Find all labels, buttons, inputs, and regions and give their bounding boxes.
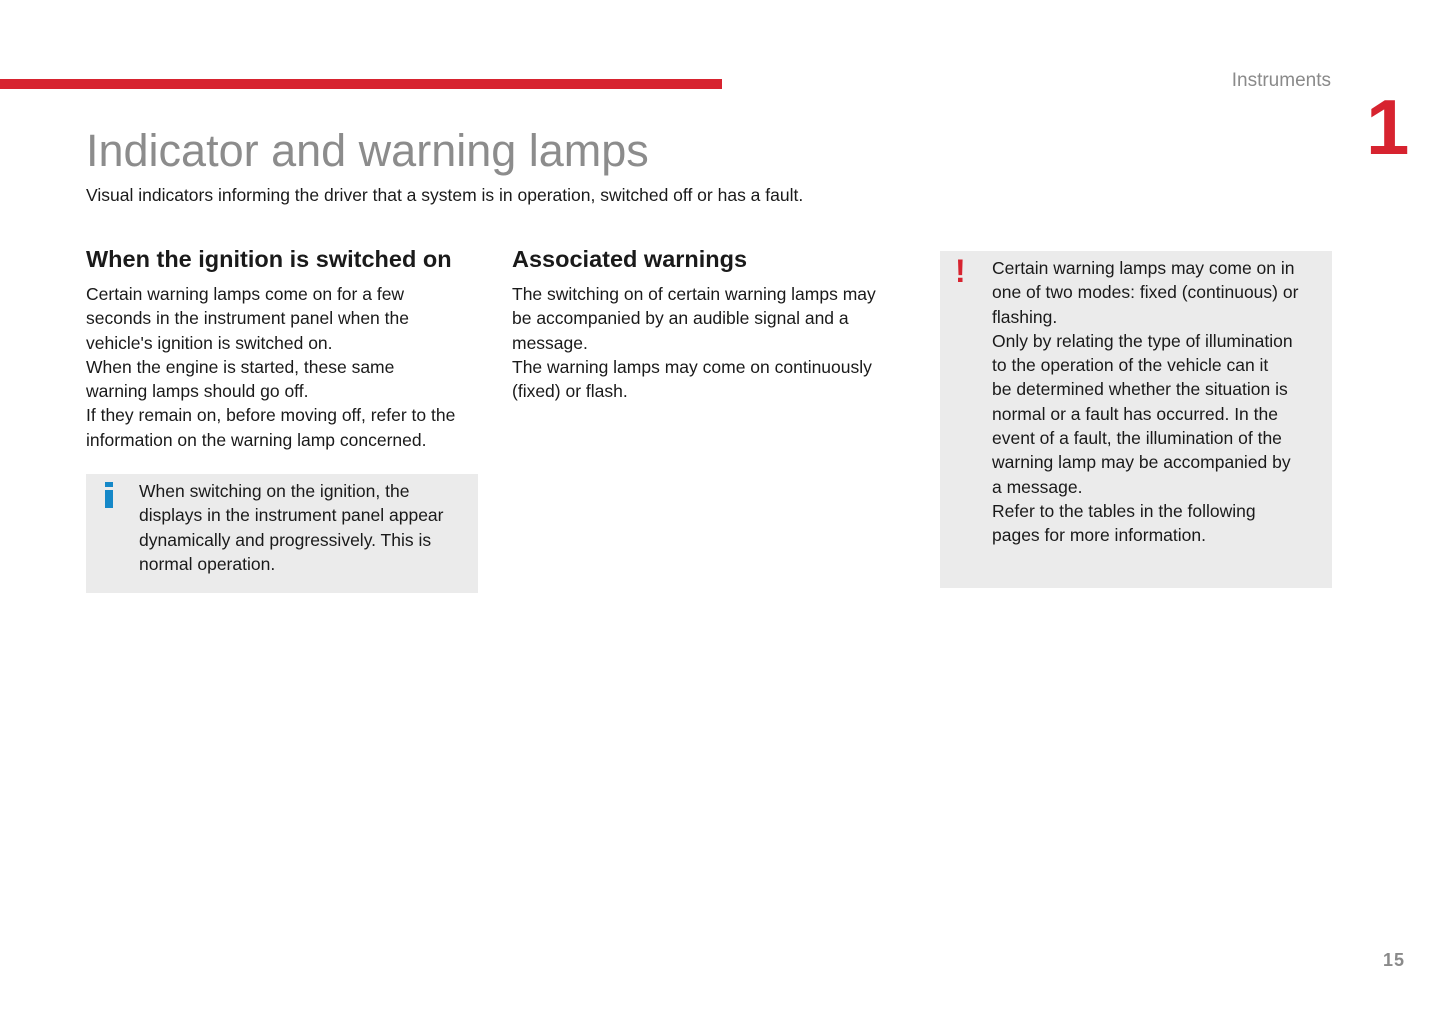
ignition-heading: When the ignition is switched on [86, 246, 452, 272]
text-line: information on the warning lamp concerned. [86, 429, 427, 450]
info-icon [105, 482, 113, 508]
chapter-number: 1 [1366, 83, 1410, 171]
text-line: Certain warning lamps may come on in [992, 258, 1295, 278]
page-title: Indicator and warning lamps [86, 125, 649, 176]
text-line: warning lamps should go off. [86, 381, 309, 402]
text-line: Certain warning lamps come on for a few [86, 284, 405, 304]
header-accent-bar [0, 79, 722, 89]
ignition-text [86, 282, 455, 452]
exclamation-icon: ! [955, 253, 966, 289]
text-line: The warning lamps may come on continuously [512, 356, 872, 377]
text-line: Only by relating the type of illumination [992, 330, 1293, 351]
text-line: When switching on the ignition, the [139, 481, 410, 501]
text-line: When the engine is started, these same [86, 356, 395, 377]
text-line: a message. [992, 476, 1083, 497]
text-line: warning lamp may be accompanied by [992, 452, 1291, 473]
section-label: Instruments [1231, 70, 1331, 91]
text-line: be determined whether the situation is [992, 379, 1288, 400]
associated-text [512, 282, 876, 403]
text-line: Refer to the tables in the following [992, 500, 1256, 521]
text-line: one of two modes: fixed (continuous) or [992, 282, 1299, 303]
text-line: displays in the instrument panel appear [139, 505, 444, 526]
text-line: seconds in the instrument panel when the [86, 308, 409, 329]
text-line: vehicle's ignition is switched on. [86, 332, 333, 353]
associated-heading: Associated warnings [512, 246, 748, 272]
text-line: (fixed) or flash. [512, 381, 628, 402]
text-line: normal or a fault has occurred. In the [992, 403, 1278, 424]
text-line: be accompanied by an audible signal and a [512, 308, 849, 329]
page-number: 15 [1383, 950, 1406, 970]
text-line: normal operation. [139, 553, 276, 574]
text-line: dynamically and progressively. This is [139, 529, 432, 550]
text-line: flashing. [992, 306, 1058, 327]
warning-note-text [992, 256, 1298, 548]
text-line: to the operation of the vehicle can it [992, 355, 1269, 376]
text-line: pages for more information. [992, 525, 1206, 546]
text-line: message. [512, 332, 588, 353]
text-line: event of a fault, the illumination of the [992, 428, 1282, 449]
info-note-text [139, 479, 444, 576]
text-line: The switching on of certain warning lamps may [512, 284, 876, 304]
text-line: If they remain on, before moving off, refer to the [86, 405, 456, 426]
page-subtitle: Visual indicators informing the driver that a system is in operation, switched off or has a fault. [86, 185, 804, 205]
